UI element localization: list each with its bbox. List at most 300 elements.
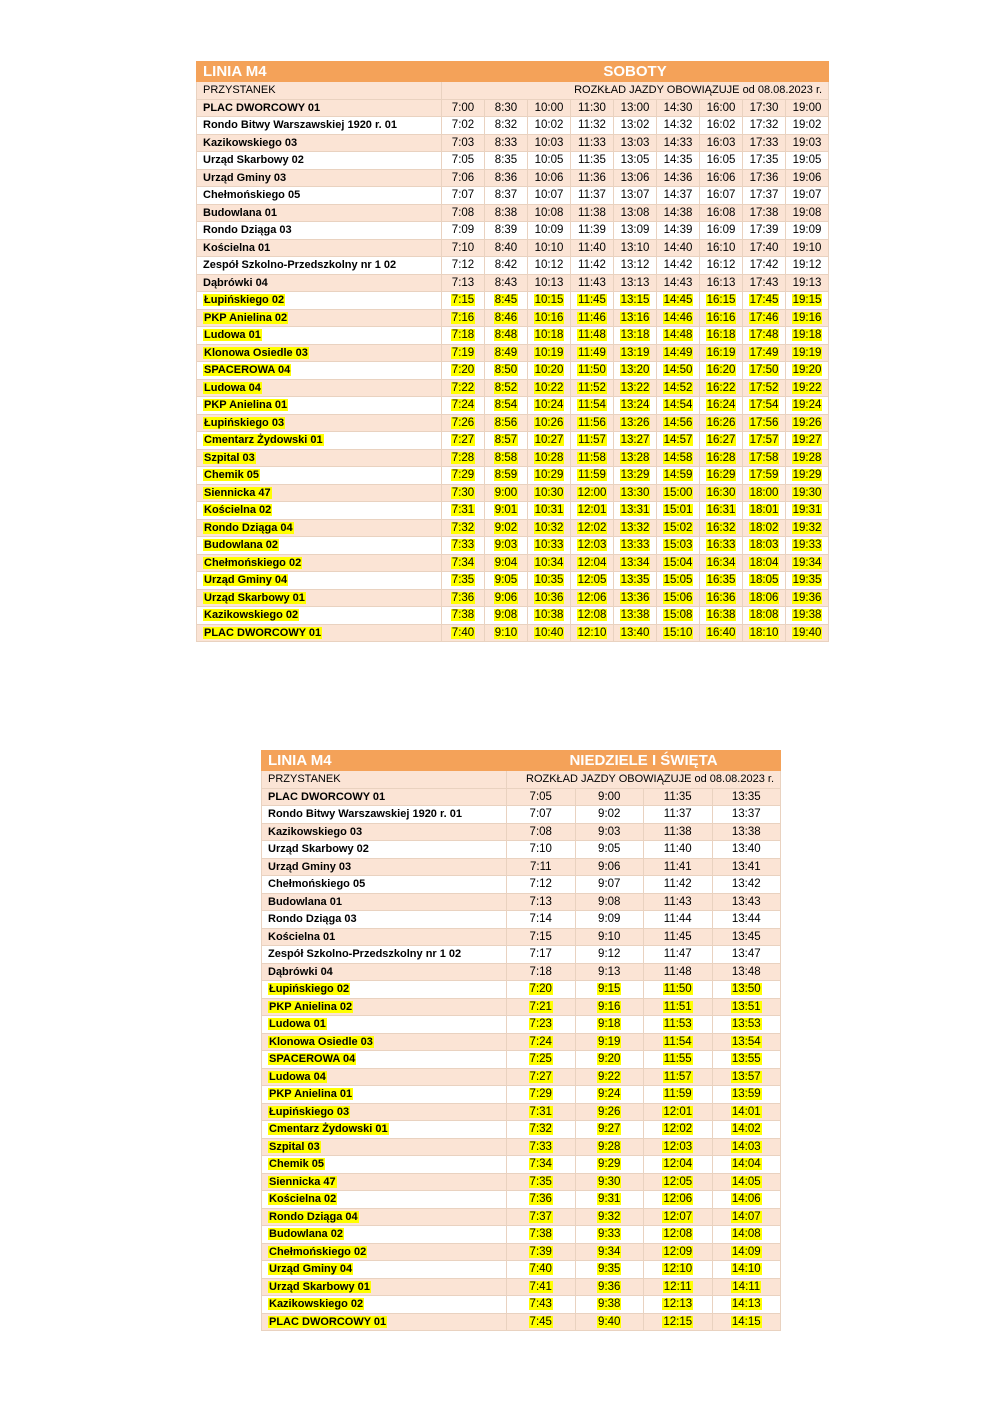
stop-name-cell <box>197 362 442 380</box>
departure-time: 19:16 <box>792 311 822 324</box>
departure-time-cell <box>743 309 786 327</box>
departure-time-cell <box>485 467 528 485</box>
departure-time: 8:48 <box>494 329 518 342</box>
departure-time: 7:21 <box>529 1000 552 1013</box>
stop-name: Kościelna 02 <box>269 1193 337 1206</box>
departure-time-cell <box>700 554 743 572</box>
departure-time-cell <box>700 309 743 327</box>
departure-time: 7:36 <box>529 1193 552 1206</box>
departure-time-cell <box>657 467 700 485</box>
departure-time: 14:10 <box>731 1263 761 1276</box>
departure-time: 11:57 <box>663 1070 692 1083</box>
departure-time: 11:49 <box>578 346 606 359</box>
departure-time-cell <box>507 1051 576 1069</box>
departure-time: 11:39 <box>578 224 606 237</box>
departure-time-cell <box>575 806 644 824</box>
departure-time-cell <box>528 502 571 520</box>
departure-time: 7:08 <box>451 206 475 219</box>
departure-time: 7:31 <box>451 504 475 517</box>
departure-time-cell <box>485 344 528 362</box>
departure-time-cell <box>644 1016 713 1034</box>
departure-time: 9:34 <box>598 1245 621 1258</box>
departure-time: 13:16 <box>620 311 650 324</box>
departure-time-cell <box>571 519 614 537</box>
departure-time: 17:45 <box>749 294 779 307</box>
departure-time: 16:32 <box>706 521 736 534</box>
departure-time: 13:53 <box>731 1018 761 1031</box>
departure-time: 8:46 <box>494 311 518 324</box>
departure-time: 8:45 <box>494 294 518 307</box>
departure-time-cell <box>485 484 528 502</box>
departure-time-cell <box>786 99 829 117</box>
departure-time-cell <box>485 134 528 152</box>
departure-time-cell <box>507 893 576 911</box>
departure-time-cell <box>786 187 829 205</box>
table-row <box>197 589 829 607</box>
departure-time-cell <box>507 963 576 981</box>
departure-time: 16:29 <box>706 469 736 482</box>
departure-time: 13:18 <box>620 329 650 342</box>
stop-name: Urząd Skarbowy 01 <box>204 591 305 604</box>
departure-time: 13:26 <box>620 416 650 429</box>
stop-name: Łupińskiego 03 <box>269 1105 350 1118</box>
departure-time: 7:07 <box>529 808 552 821</box>
table-row <box>197 204 829 222</box>
departure-time: 17:42 <box>749 259 779 272</box>
validity-note: ROZKŁAD JAZDY OBOWIĄZUJE od 08.08.2023 r. <box>507 771 781 789</box>
departure-time-cell <box>485 379 528 397</box>
departure-time-cell <box>743 554 786 572</box>
stop-name-cell <box>262 841 507 859</box>
stop-name-cell <box>262 893 507 911</box>
departure-time: 13:29 <box>620 469 650 482</box>
departure-time-cell <box>442 152 485 170</box>
departure-time: 17:40 <box>749 241 779 254</box>
departure-time-cell <box>614 309 657 327</box>
departure-time-cell <box>712 1156 781 1174</box>
stop-name: Urząd Skarbowy 01 <box>269 1280 370 1293</box>
departure-time: 8:30 <box>494 101 518 114</box>
departure-time-cell <box>528 572 571 590</box>
departure-time: 13:55 <box>731 1053 761 1066</box>
stop-name: Rondo Dziąga 04 <box>269 1210 358 1223</box>
departure-time-cell <box>507 806 576 824</box>
departure-time-cell <box>657 344 700 362</box>
departure-time: 13:15 <box>620 294 650 307</box>
departure-time: 16:08 <box>706 206 736 219</box>
stop-name-cell <box>197 152 442 170</box>
departure-time-cell <box>712 1313 781 1331</box>
departure-time: 7:41 <box>529 1280 552 1293</box>
departure-time: 10:27 <box>534 434 564 447</box>
departure-time: 9:00 <box>598 790 621 803</box>
stop-name-cell <box>262 911 507 929</box>
departure-time: 12:10 <box>577 626 607 639</box>
departure-time: 13:38 <box>620 609 650 622</box>
departure-time-cell <box>712 928 781 946</box>
departure-time-cell <box>700 572 743 590</box>
departure-time: 11:53 <box>663 1018 692 1031</box>
stop-name-cell <box>262 1051 507 1069</box>
departure-time: 9:36 <box>598 1280 621 1293</box>
table-row <box>197 414 829 432</box>
departure-time-cell <box>507 1313 576 1331</box>
departure-time: 10:15 <box>534 294 564 307</box>
departure-time-cell <box>571 257 614 275</box>
departure-time: 13:12 <box>620 259 650 272</box>
departure-time-cell <box>575 876 644 894</box>
stop-name-cell <box>262 1208 507 1226</box>
departure-time: 7:13 <box>529 895 552 908</box>
table-row <box>262 981 781 999</box>
table-row <box>262 893 781 911</box>
table-row <box>262 858 781 876</box>
departure-time: 7:05 <box>451 154 475 167</box>
departure-time: 19:33 <box>792 539 822 552</box>
departure-time: 7:18 <box>451 329 475 342</box>
departure-time: 13:00 <box>620 101 650 114</box>
departure-time-cell <box>575 1156 644 1174</box>
departure-time: 18:06 <box>749 591 779 604</box>
departure-time-cell <box>485 572 528 590</box>
departure-time: 9:07 <box>598 878 621 891</box>
departure-time: 16:13 <box>706 276 736 289</box>
departure-time: 19:00 <box>792 101 822 114</box>
departure-time-cell <box>507 911 576 929</box>
departure-time-cell <box>571 327 614 345</box>
departure-time-cell <box>528 257 571 275</box>
departure-time-cell <box>442 554 485 572</box>
departure-time-cell <box>614 572 657 590</box>
departure-time: 13:36 <box>620 591 650 604</box>
departure-time: 9:27 <box>598 1123 621 1136</box>
departure-time: 16:40 <box>706 626 736 639</box>
departure-time-cell <box>712 998 781 1016</box>
stop-name: Szpital 03 <box>204 451 255 464</box>
departure-time: 14:36 <box>663 171 693 184</box>
departure-time: 9:01 <box>494 504 518 517</box>
stop-name-cell <box>197 502 442 520</box>
departure-time-cell <box>507 1068 576 1086</box>
stop-name: Chemik 05 <box>269 1158 325 1171</box>
departure-time-cell <box>644 981 713 999</box>
departure-time-cell <box>712 1191 781 1209</box>
departure-time: 16:15 <box>706 294 736 307</box>
stop-name: Ludowa 04 <box>204 381 261 394</box>
stop-name-cell <box>262 1156 507 1174</box>
stop-name: Cmentarz Żydowski 01 <box>204 434 323 447</box>
departure-time: 11:48 <box>663 965 692 978</box>
departure-time-cell <box>657 222 700 240</box>
departure-time-cell <box>712 788 781 806</box>
stop-name-cell <box>197 607 442 625</box>
departure-time: 7:27 <box>529 1070 552 1083</box>
departure-time-cell <box>743 537 786 555</box>
departure-time-cell <box>700 134 743 152</box>
stop-name-cell <box>197 519 442 537</box>
departure-time-cell <box>700 537 743 555</box>
stop-name: Budowlana 01 <box>268 895 342 908</box>
departure-time: 13:30 <box>620 486 650 499</box>
departure-time: 16:38 <box>706 609 736 622</box>
departure-time-cell <box>442 239 485 257</box>
departure-time-cell <box>507 1086 576 1104</box>
departure-time: 13:19 <box>620 346 650 359</box>
departure-time: 9:35 <box>598 1263 621 1276</box>
departure-time-cell <box>485 152 528 170</box>
departure-time-cell <box>644 823 713 841</box>
table-row <box>197 152 829 170</box>
departure-time: 7:05 <box>529 790 552 803</box>
departure-time: 13:42 <box>731 878 761 891</box>
departure-time: 10:00 <box>534 101 564 114</box>
stop-name-cell <box>197 572 442 590</box>
departure-time-cell <box>657 397 700 415</box>
departure-time: 14:05 <box>731 1175 761 1188</box>
departure-time: 11:38 <box>578 206 606 219</box>
departure-time: 11:50 <box>578 364 606 377</box>
departure-time-cell <box>575 858 644 876</box>
departure-time-cell <box>700 414 743 432</box>
departure-time: 12:01 <box>663 1105 693 1118</box>
departure-time-cell <box>657 239 700 257</box>
departure-time-cell <box>571 187 614 205</box>
departure-time: 13:31 <box>620 504 650 517</box>
departure-time-cell <box>644 1313 713 1331</box>
departure-time: 10:06 <box>534 171 564 184</box>
departure-time-cell <box>644 946 713 964</box>
departure-time: 13:35 <box>731 790 761 803</box>
departure-time: 13:44 <box>731 913 761 926</box>
departure-time-cell <box>528 117 571 135</box>
departure-time-cell <box>700 169 743 187</box>
departure-time: 14:40 <box>663 241 693 254</box>
departure-time: 14:39 <box>663 224 693 237</box>
table-row <box>262 928 781 946</box>
stop-name: PKP Anielina 02 <box>204 311 288 324</box>
departure-time-cell <box>712 1208 781 1226</box>
departure-time: 9:15 <box>598 983 621 996</box>
departure-time: 11:54 <box>578 399 606 412</box>
departure-time: 7:37 <box>529 1210 552 1223</box>
departure-time-cell <box>657 572 700 590</box>
table-row <box>197 327 829 345</box>
table-row <box>262 841 781 859</box>
departure-time: 10:13 <box>534 276 564 289</box>
departure-time-cell <box>575 1103 644 1121</box>
departure-time-cell <box>743 292 786 310</box>
departure-time-cell <box>712 981 781 999</box>
departure-time: 18:01 <box>749 504 779 517</box>
stop-name: Siennicka 47 <box>204 486 271 499</box>
departure-time: 19:09 <box>792 224 822 237</box>
stop-name: SPACEROWA 04 <box>269 1053 356 1066</box>
departure-time: 17:38 <box>749 206 779 219</box>
departure-time-cell <box>786 362 829 380</box>
departure-time-cell <box>786 467 829 485</box>
departure-time: 13:35 <box>620 574 650 587</box>
departure-time: 8:42 <box>494 259 518 272</box>
stop-name: PKP Anielina 01 <box>204 399 288 412</box>
departure-time-cell <box>657 274 700 292</box>
departure-time: 13:02 <box>620 119 650 132</box>
departure-time: 19:36 <box>792 591 822 604</box>
stop-name-cell <box>197 309 442 327</box>
departure-time-cell <box>644 1261 713 1279</box>
departure-time-cell <box>614 187 657 205</box>
departure-time-cell <box>507 1208 576 1226</box>
departure-time-cell <box>485 362 528 380</box>
departure-time: 8:33 <box>494 136 518 149</box>
departure-time-cell <box>700 222 743 240</box>
departure-time-cell <box>507 1243 576 1261</box>
stop-name-cell <box>197 554 442 572</box>
departure-time-cell <box>743 397 786 415</box>
departure-time: 9:10 <box>598 930 621 943</box>
departure-time-cell <box>442 589 485 607</box>
departure-time: 9:32 <box>598 1210 621 1223</box>
departure-time: 11:40 <box>663 843 692 856</box>
departure-time: 16:02 <box>706 119 736 132</box>
departure-time: 13:50 <box>731 983 761 996</box>
departure-time-cell <box>614 99 657 117</box>
table-row <box>262 1191 781 1209</box>
departure-time: 7:06 <box>451 171 475 184</box>
table-row <box>197 397 829 415</box>
departure-time-cell <box>485 519 528 537</box>
departure-time: 19:29 <box>792 469 822 482</box>
departure-time: 10:26 <box>534 416 564 429</box>
table-row <box>262 1138 781 1156</box>
departure-time-cell <box>644 806 713 824</box>
departure-time: 17:57 <box>749 434 779 447</box>
departure-time-cell <box>528 134 571 152</box>
table-row <box>262 876 781 894</box>
departure-time: 10:29 <box>534 469 564 482</box>
departure-time-cell <box>485 292 528 310</box>
departure-time: 11:41 <box>663 860 692 873</box>
departure-time: 7:24 <box>529 1035 552 1048</box>
departure-time: 11:57 <box>578 434 606 447</box>
stop-name-cell <box>197 169 442 187</box>
stop-name: Klonowa Osiedle 03 <box>269 1035 373 1048</box>
departure-time-cell <box>614 169 657 187</box>
departure-time-cell <box>485 169 528 187</box>
departure-time-cell <box>657 327 700 345</box>
departure-time: 17:35 <box>749 154 779 167</box>
departure-time: 19:15 <box>792 294 822 307</box>
departure-time: 10:35 <box>534 574 564 587</box>
departure-time-cell <box>786 239 829 257</box>
stop-name-cell <box>197 239 442 257</box>
departure-time: 13:54 <box>731 1035 761 1048</box>
departure-time: 7:20 <box>529 983 552 996</box>
table-row <box>197 134 829 152</box>
departure-time: 10:16 <box>534 311 564 324</box>
stop-name-cell <box>262 1068 507 1086</box>
departure-time: 14:37 <box>663 189 693 202</box>
departure-time-cell <box>644 1191 713 1209</box>
table-row <box>262 1208 781 1226</box>
departure-time-cell <box>507 1016 576 1034</box>
departure-time: 18:08 <box>749 609 779 622</box>
stop-name-cell <box>262 823 507 841</box>
stop-name-cell <box>197 274 442 292</box>
table-row <box>262 788 781 806</box>
departure-time-cell <box>442 572 485 590</box>
departure-time-cell <box>442 117 485 135</box>
stop-name-cell <box>197 187 442 205</box>
stop-name: Chemik 05 <box>204 469 260 482</box>
departure-time-cell <box>614 607 657 625</box>
departure-time-cell <box>485 397 528 415</box>
stop-name-cell <box>262 788 507 806</box>
departure-time-cell <box>657 624 700 642</box>
departure-time: 14:54 <box>663 399 693 412</box>
departure-time: 11:42 <box>663 878 692 891</box>
departure-time-cell <box>700 379 743 397</box>
departure-time-cell <box>786 274 829 292</box>
table-row <box>197 169 829 187</box>
departure-time-cell <box>528 519 571 537</box>
departure-time: 19:32 <box>792 521 822 534</box>
departure-time-cell <box>786 449 829 467</box>
departure-time-cell <box>712 1173 781 1191</box>
departure-time-cell <box>571 134 614 152</box>
departure-time-cell <box>644 876 713 894</box>
departure-time: 19:22 <box>792 381 822 394</box>
departure-time-cell <box>743 222 786 240</box>
departure-time-cell <box>644 1173 713 1191</box>
departure-time: 11:38 <box>663 825 692 838</box>
stop-name: PLAC DWORCOWY 01 <box>269 1315 387 1328</box>
departure-time-cell <box>571 344 614 362</box>
departure-time: 19:35 <box>792 574 822 587</box>
departure-time-cell <box>571 502 614 520</box>
departure-time: 17:50 <box>749 364 779 377</box>
stop-name-cell <box>197 537 442 555</box>
table-row <box>262 1103 781 1121</box>
table-row <box>262 806 781 824</box>
departure-time: 16:06 <box>706 171 736 184</box>
departure-time: 16:27 <box>706 434 736 447</box>
departure-time: 19:31 <box>792 504 822 517</box>
table-row <box>197 292 829 310</box>
departure-time: 9:26 <box>598 1105 621 1118</box>
departure-time-cell <box>575 1278 644 1296</box>
departure-time: 16:05 <box>706 154 736 167</box>
departure-time: 11:58 <box>578 451 606 464</box>
departure-time: 14:32 <box>663 119 693 132</box>
departure-time: 7:38 <box>529 1228 552 1241</box>
departure-time-cell <box>614 519 657 537</box>
departure-time: 17:54 <box>749 399 779 412</box>
stop-column-header: PRZYSTANEK <box>197 82 442 100</box>
departure-time-cell <box>700 397 743 415</box>
departure-time-cell <box>575 841 644 859</box>
departure-time: 13:09 <box>620 224 650 237</box>
departure-time-cell <box>700 257 743 275</box>
departure-time-cell <box>786 379 829 397</box>
departure-time: 7:08 <box>529 825 552 838</box>
departure-time: 12:08 <box>577 609 607 622</box>
departure-time-cell <box>571 432 614 450</box>
departure-time: 15:03 <box>663 539 693 552</box>
departure-time-cell <box>571 624 614 642</box>
departure-time: 12:01 <box>577 504 607 517</box>
departure-time-cell <box>786 519 829 537</box>
table-row <box>262 1121 781 1139</box>
